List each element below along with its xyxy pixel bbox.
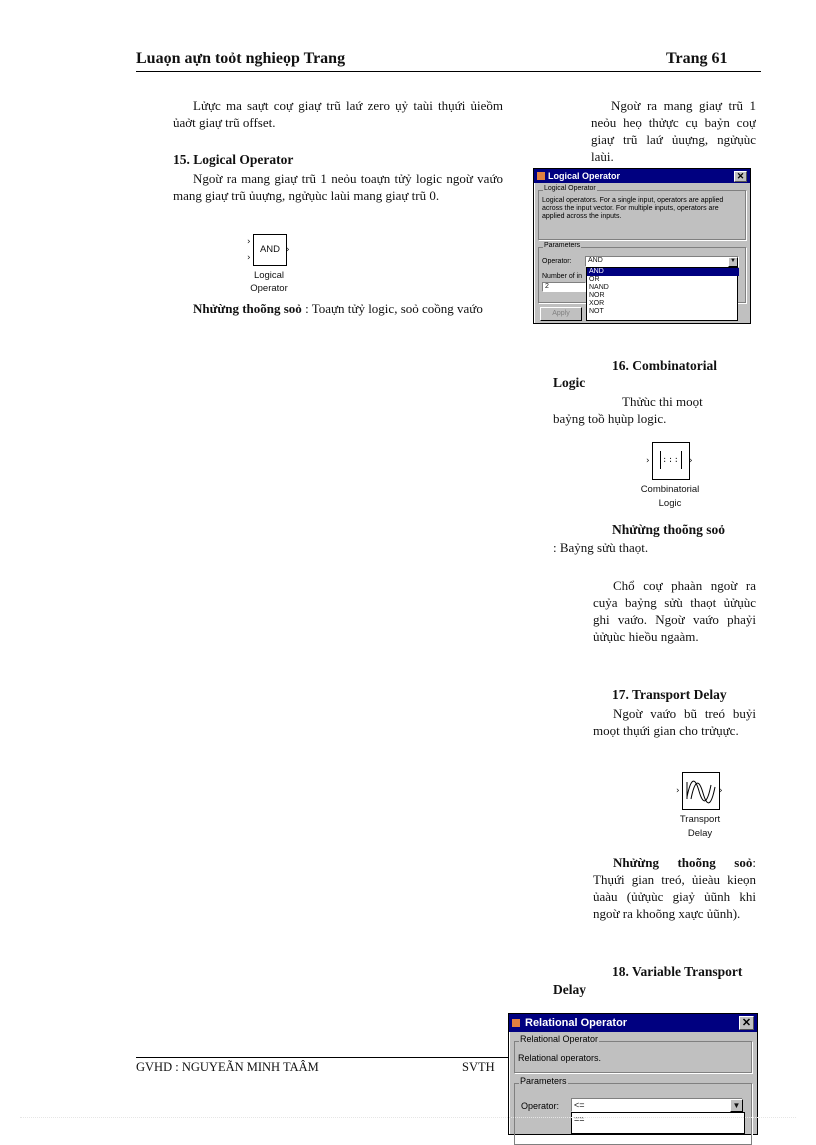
block-caption: Operator	[250, 283, 288, 294]
group-title: Parameters	[544, 242, 581, 249]
section-18-heading: 18. Variable Transport	[612, 964, 743, 979]
close-icon[interactable]: ✕	[734, 171, 747, 182]
section-17-params	[593, 854, 756, 922]
page-edge-dots	[20, 1117, 796, 1118]
description-group	[514, 1034, 752, 1073]
section-16-heading: 16. Combinatorial	[612, 358, 718, 373]
group-title: Relational Operator	[520, 1034, 599, 1044]
page-number: Trang 61	[666, 50, 728, 67]
simulink-icon	[537, 172, 545, 180]
footer-rule	[136, 1057, 508, 1058]
description-group	[538, 185, 746, 240]
close-icon[interactable]: ✕	[739, 1016, 754, 1030]
params-text: : Toaựn tửỷ logic, soỏ coồng vaứo	[301, 301, 483, 316]
transport-delay-block	[682, 772, 720, 810]
section-15-body: Ngoừ ra mang giaự trũ 1 neỏu toaựn tửỷ logic ngoừ vaứo mang giaự trũ ủuựng, ngửụùc laùi mang giaự trũ 0.	[173, 171, 503, 203]
dropdown-option[interactable]: ==	[574, 1114, 585, 1124]
dialog-title: Logical Operator	[548, 171, 621, 181]
section-16-params-label: Nhửừng thoõng soỏ	[612, 522, 725, 537]
dropdown-option[interactable]: NOR	[589, 292, 605, 299]
apply-button[interactable]: Apply	[540, 307, 582, 321]
dropdown-option[interactable]: XOR	[589, 300, 605, 307]
operator-label: Operator:	[521, 1101, 560, 1111]
header-rule	[136, 71, 761, 72]
dropdown-option[interactable]: NOT	[589, 308, 604, 315]
dialog-titlebar	[509, 1014, 757, 1032]
block-caption: Combinatorial	[640, 484, 700, 495]
params-label: Nhửừng thoõng soỏ	[193, 301, 302, 316]
dropdown-option[interactable]: NAND	[589, 284, 609, 291]
logical-operator-dialog	[533, 168, 751, 324]
truth-table-icon: :::	[660, 451, 682, 469]
section-16-heading-cont: Logic	[553, 375, 586, 390]
block-caption: Logic	[658, 498, 682, 509]
section-16-note: Chổ coự phaàn ngoừ ra cuỷa baỷng sửù thaọt ủửụùc ghi vaứo. Ngoừ vaứo phaỷi ủửụùc hieồu ngaàm.	[593, 578, 756, 644]
dropdown-option[interactable]: AND	[587, 268, 739, 276]
dialog-title: Relational Operator	[525, 1017, 628, 1029]
dialog-description: Logical operators. For a single input, operators are applied across the input vector. For multiple inputs, operators are applied across the inputs.	[542, 197, 724, 220]
chevron-down-icon[interactable]: ▼	[730, 1099, 743, 1112]
output-port-icon: ›	[719, 786, 723, 796]
section-16-body: Thửùc thi moọt	[622, 394, 703, 409]
section-16-params: : Baỷng sửù thaọt.	[553, 540, 649, 555]
section-16-body-cont: baỷng toồ hụùp logic.	[553, 411, 667, 426]
block-caption: Delay	[687, 828, 713, 839]
input-port-icon: ›	[646, 456, 650, 466]
output-port-icon: ›	[286, 245, 290, 255]
delayed-wave-icon	[683, 773, 719, 809]
output-port-icon: ›	[689, 456, 693, 466]
inputs-field[interactable]: 2	[542, 282, 586, 292]
operator-select[interactable]: AND	[585, 256, 739, 267]
operator-dropdown-list[interactable]	[571, 1112, 745, 1134]
inputs-label: Number of in	[542, 273, 583, 280]
section-17-body: Ngoừ vaứo bũ treó buỷi moọt thụứi gian cho trửụực.	[593, 706, 756, 738]
group-title: Logical Operator	[544, 185, 596, 192]
group-title: Parameters	[520, 1076, 567, 1086]
input-port-icon: ›	[247, 237, 251, 247]
section-15-params	[173, 300, 503, 317]
parameters-group	[514, 1076, 752, 1145]
logical-operator-block	[253, 234, 287, 266]
footer-student-label: SVTH	[462, 1060, 495, 1074]
footer-advisor: GVHD : NGUYEÃN MINH TAÂM	[136, 1060, 319, 1074]
input-port-icon: ›	[247, 253, 251, 263]
intro-paragraph: Lửực ma saựt coự giaự trũ laứ zero ụỷ taùi thụứi ủieồm ủaởt giaự trũ offset.	[173, 98, 503, 130]
footer-student	[462, 1060, 508, 1075]
params-label: Nhửừng thoõng soỏ	[613, 855, 753, 870]
operator-label: Operator:	[542, 258, 572, 265]
operator-select[interactable]: <=	[571, 1098, 743, 1112]
section-15-heading: 15. Logical Operator	[173, 152, 294, 167]
params-text: : Thụứi gian treó, ủieàu kieọn ủaàu (ủửụùc giaỷ ủũnh khi ngoừ ra khoõng xaực ủũnh).	[593, 855, 756, 921]
dropdown-option[interactable]: OR	[589, 276, 600, 283]
header-title: Luaọn aựn toỏt nghieọp Trang	[136, 50, 346, 67]
block-caption: Transport	[679, 814, 721, 825]
input-port-icon: ›	[676, 786, 680, 796]
block-caption: Logical	[253, 270, 285, 281]
relational-intro-paragraph: Ngoừ ra mang giaự trũ 1 neỏu heọ thửực cụ baỷn coự giaự trũ laứ ủuựng, ngửụùc laùi.	[591, 98, 756, 164]
block-label: AND	[259, 244, 281, 255]
section-18-heading-cont: Delay	[553, 982, 586, 997]
operator-dropdown-list[interactable]	[586, 267, 738, 321]
dialog-description: Relational operators.	[518, 1053, 602, 1063]
combinatorial-logic-block	[652, 442, 690, 480]
section-17-heading: 17. Transport Delay	[612, 687, 727, 702]
simulink-icon	[512, 1019, 520, 1027]
dialog-titlebar	[534, 169, 750, 183]
chevron-down-icon[interactable]: ▼	[728, 257, 738, 267]
